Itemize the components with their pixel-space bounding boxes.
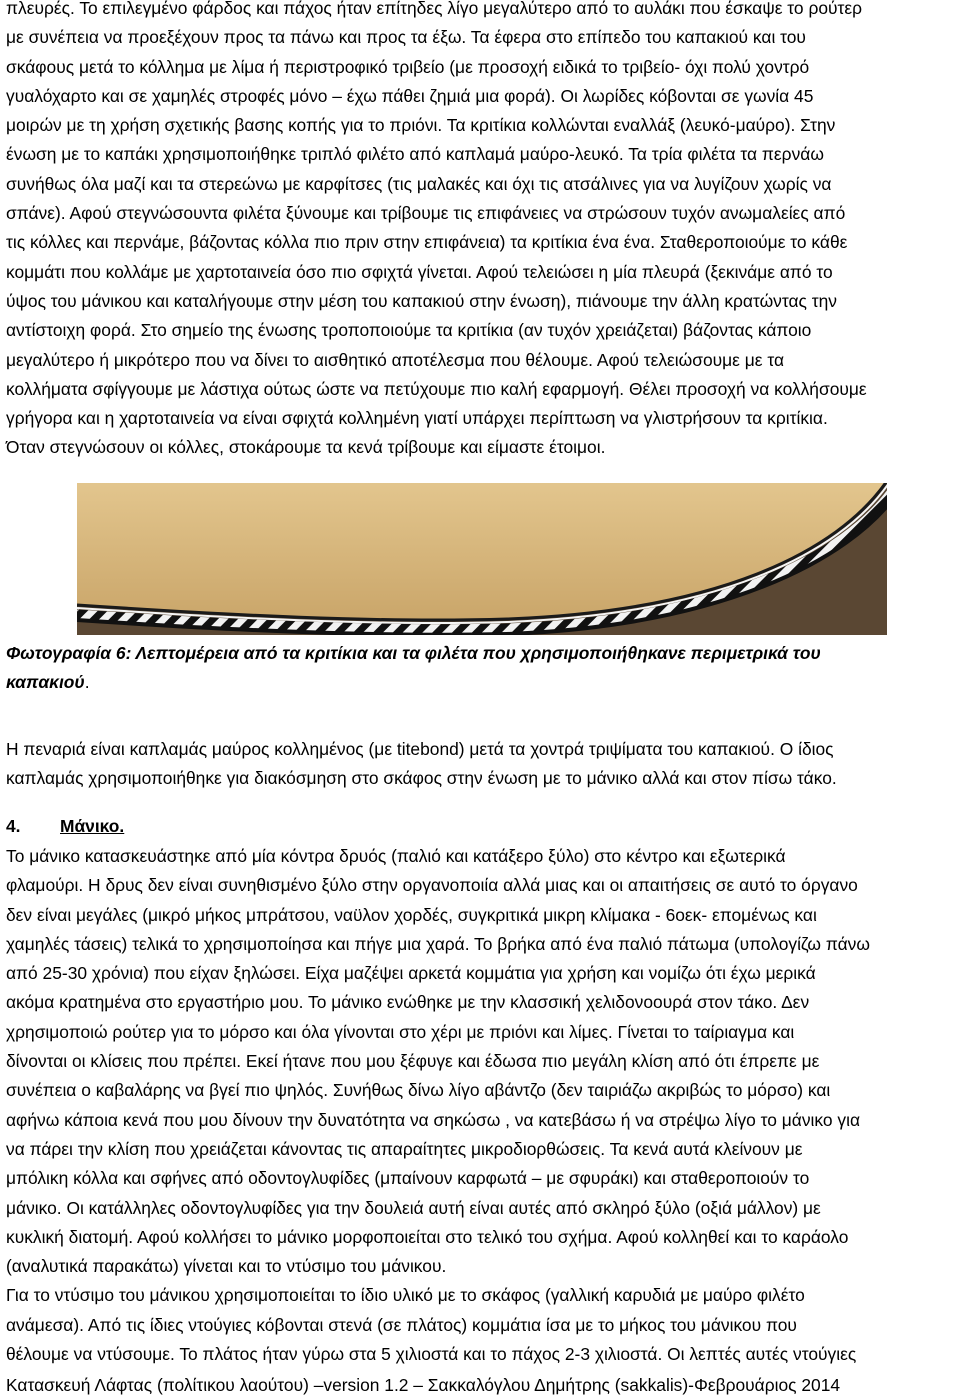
text-line: κολλήματα σφίγγουμε με λάστιχα ούτως ώστε να πετύχουμε πιο καλή εφαρμογή. Θέλει προσοχή να κολλήσουμε [6,378,867,399]
text-line: αφήνω κάποια κενά που μου δίνουν την δυνατότητα να σηκώσω , να κατεβάσω ή να στρέψω λίγο το μάνικο για [6,1109,860,1130]
text-line: μάνικο. Οι κατάλληλες οδοντογλυφίδες για την δουλειά αυτή είναι αυτές από σκληρό ξύλο (οξιά μάλλον) με [6,1197,821,1218]
body-paragraph-top [6,0,954,463]
text-line: μοιρών με τη χρήση σχετικής βασης κοπής για το πριόνι. Τα κριτίκια κολλώνται εναλλάξ (λευκό-μαύρο). Στην [6,115,836,136]
text-line: ένωση με το καπάκι χρησιμοποιήθηκε τριπλό φιλέτο από καπλαμά μαύρο-λευκό. Τα τρία φιλέτα τα περνάω [6,144,824,165]
text-line: θέλουμε να ντύσουμε. Το πλάτος ήταν γύρω στα 5 χιλιοστά και το πάχος 2-3 χιλιοστά. Οι λεπτές αυτές ντούγιες [6,1344,857,1365]
binding-detail-photo [77,483,887,635]
caption-bold-word: καπακιού [6,672,85,693]
text-line: Το μάνικο κατασκευάστηκε από μία κόντρα δρυός (παλιό και κατάξερο ξύλο) στο κέντρο και εξωτερικά [6,846,786,866]
text-line: ύψος του μάνικου και καταλήγουμε στην μέση του καπακιού στην ένωση), πιάνουμε την άλλη κρατώντας την [6,290,837,311]
text-line: σπάνε). Αφού στεγνώσουντα φιλέτα ξύνουμε και τρίβουμε τις επιφάνειες να στρώσουν τυχόν ανωμαλείες από [6,203,846,224]
text-line: Για το ντύσιμο του μάνικου χρησιμοποιείται το ίδιο υλικό με το σκάφος (γαλλική καρυδιά με μαύρο φιλέτο [6,1285,805,1306]
text-line: χρησιμοποιώ ρούτερ για το μόρσο και όλα γίνονται στο χέρι με πριόνι και λίμες. Γίνεται το ταίριαγμα και [6,1021,795,1042]
text-line: (αναλυτικά παρακάτω) γίνεται και το ντύσιμο του μάνικου. [6,1256,447,1277]
text-line: πλευρές. Το επιλεγμένο φάρδος και πάχος ήταν επίτηδες λίγο μεγαλύτερο από το αυλάκι που έσκαψε το ρούτερ [6,0,863,18]
text-line: Όταν στεγνώσουν οι κόλλες, στοκάρουμε τα κενά τρίβουμε και είμαστε έτοιμοι. [6,437,606,458]
text-line: συνέπεια ο καβαλάρης να βγεί πιο ψηλός. Συνήθως δίνω λίγο αβάντζο (δεν ταιριάζω ακριβώς το μόρσο) και [6,1080,831,1101]
caption-line: Φωτογραφία 6: Λεπτομέρεια από τα κριτίκια και τα φιλέτα που χρησιμοποιήθηκανε περιμετρικά του [6,643,821,663]
text-line: μπόλικη κόλλα και σφήνες από οδοντογλυφίδες (μπαίνουν καρφωτά – με σφυράκι) και σταθεροποιούν το [6,1168,810,1189]
text-line: καπλαμάς χρησιμοποιήθηκε για διακόσμηση στο σκάφος στην ένωση με το μάνικο αλλά και στον πίσω τάκο. [6,768,837,789]
text-line: σκάφους μετά το κόλλημα με λίμα ή περιστροφικό τριβείο (με προσοχή ειδικά το τριβείο- όχι πολύ χοντρό [6,56,810,77]
text-line: γρήγορα και η χαρτοταινεία να είναι σφιχτά κολλημένη γιατί υπάρχει περίπτωση να γλιστρήσουν τα κριτίκια. [6,408,828,429]
text-line: να πάρει την κλίση που χρειάζεται κάνοντας τις απαραίτητες μικροδιορθώσεις. Τα κενά αυτά κλείνουν με [6,1138,803,1159]
caption-line [6,668,954,697]
section-title: Μάνικο. [60,816,125,836]
text-line: τις κόλλες και περνάμε, βάζοντας κόλλα πιο πριν στην επιφάνεια) τα κριτίκια ένα ένα. Σταθεροποιούμε το κάθε [6,232,848,253]
section-number: 4. [6,816,21,836]
text-line: φλαμούρι. Η δρυς δεν είναι συνηθισμένο ξύλο στην οργανοποιία αλλά μιας και οι απαιτήσεις σε αυτό το όργανο [6,875,858,896]
section-heading [6,812,954,841]
body-paragraph-neck [6,842,954,1369]
text-line: γυαλόχαρτο και σε χαμηλές στροφές μόνο – έχω πάθει ζημιά μια φορά). Οι λωρίδες κόβονται σε γωνία 45 [6,85,814,106]
text-line: ακόμα κρατημένα στο εργαστήριο μου. Το μάνικο ενώθηκε με την κλασσική χελιδονοουρά στον τάκο. Δεν [6,992,810,1013]
text-line: με συνέπεια να προεξέχουν προς τα πάνω και προς τα έξω. Τα έφερα στο επίπεδο του καπακιού και του [6,27,806,48]
text-line: από 25-30 χρόνια) που είχαν ξηλώσει. Είχα μαζέψει αρκετά κομμάτια για χρήση και νομίζω ότι έχω μερικά [6,963,816,984]
text-line: κυκλική διατομή. Αφού κολλήσει το μάνικο μορφοποιείται στο τελικό του σχήμα. Αφού κολληθεί και το καράολο [6,1226,849,1247]
text-line: ανάμεσα). Από τις ίδιες ντούγιες κόβονται στενά (σε πλάτος) κομμάτια ίσα με το μήκος του μάνικου που [6,1314,797,1335]
text-line: Η πεναριά είναι καπλαμάς μαύρος κολλημένος (με titebond) μετά τα χοντρά τριψίματα του καπακιού. Ο ίδιος [6,739,834,759]
text-line: συνήθως όλα μαζί και τα στερεώνω με καρφίτσες (τις μαλακές και όχι τις ατσάλινες για να λυγίζουν χωρίς να [6,173,832,194]
text-line: μεγαλύτερο ή μικρότερο που να δίνει το αισθητικό αποτέλεσμα που θέλουμε. Αφού τελειώσουμε με τα [6,349,785,370]
caption-period: . [84,672,90,693]
binding-photo-graphic [77,483,887,635]
text-line: χαμηλές τάσεις) τελικά το χρησιμοποίησα και πήγε μια χαρά. Το βρήκα από ένα παλιό πάτωμα (υπολογίζω πάνω [6,933,870,954]
text-line: αντίστοιχη φορά. Στο σημείο της ένωσης τροποποιούμε τα κριτίκια (αν τυχόν χρειάζεται) βάζοντας κάποιο [6,320,812,341]
body-paragraph-binding [6,735,954,794]
text-line: κομμάτι που κολλάμε με χαρτοταινεία όσο πιο σφιχτά γίνεται. Αφού τελειώσει η μία πλευρά (ξεκινάμε από το [6,261,833,282]
text-line: δεν είναι μεγάλες (μικρό μήκος μπράτσου, ναϋλον χορδές, συγκριτικά μικρη κλίμακα - 6οεκ- επομένως και [6,904,817,925]
text-line: δίνονται οι κλίσεις που πρέπει. Εκεί ήτανε που μου ξέφυγε και έδωσα πιο μεγάλη κλίση από ότι έπρεπε με [6,1051,820,1072]
page-footer: Κατασκευή Λάφτας (πολίτικου λαούτου) –version 1.2 – Σακκαλόγλου Δημήτρης (sakkalis)-Φεβρουάριος 2014 [6,1375,841,1395]
photo-caption [6,639,954,698]
